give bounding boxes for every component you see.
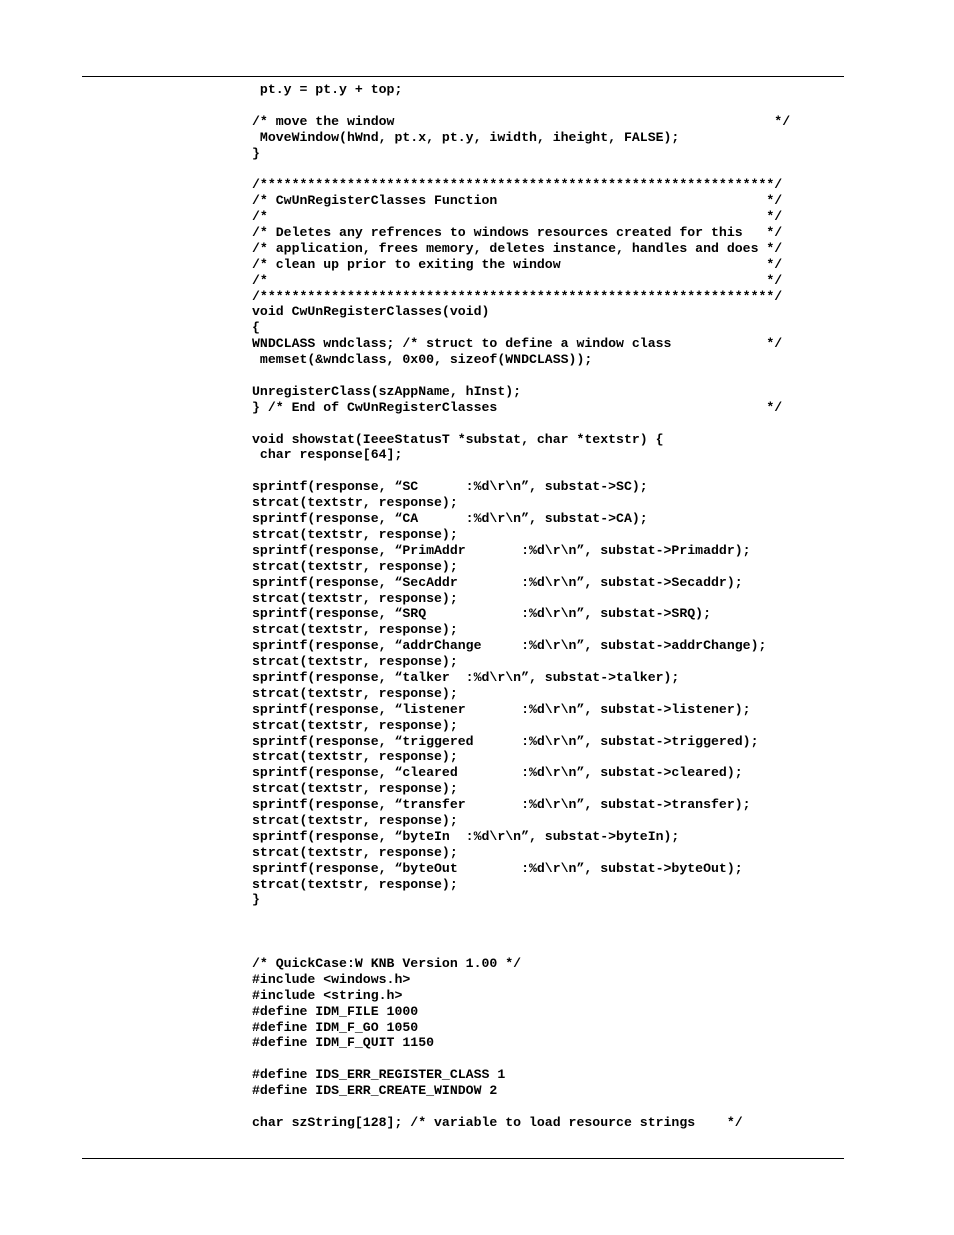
code-listing (252, 82, 790, 1131)
code-line (252, 161, 790, 177)
code-line: sprintf(response, “SecAddr :%d\r\n”, substat->Secaddr); (252, 574, 743, 590)
code-line (252, 98, 790, 114)
code-line: pt.y = pt.y + top; (252, 82, 403, 97)
code-line: strcat(textstr, response); (252, 781, 458, 797)
code-line: /* application, frees memory, deletes instance, handles and does */ (252, 240, 783, 256)
code-line: UnregisterClass(szAppName, hInst); (252, 383, 522, 399)
code-line: strcat(textstr, response); (252, 717, 458, 733)
code-line: strcat(textstr, response); (252, 526, 458, 542)
code-line (252, 368, 790, 384)
code-line: sprintf(response, “cleared :%d\r\n”, substat->cleared); (252, 765, 743, 781)
code-line: strcat(textstr, response); (252, 749, 458, 765)
code-line: /* move the window */ (252, 113, 791, 129)
code-line: } (252, 145, 260, 161)
code-line: strcat(textstr, response); (252, 590, 458, 606)
code-line: strcat(textstr, response); (252, 654, 458, 670)
code-line: sprintf(response, “listener :%d\r\n”, substat->listener); (252, 701, 751, 717)
code-line: sprintf(response, “talker :%d\r\n”, substat->talker); (252, 669, 680, 685)
code-line: strcat(textstr, response); (252, 812, 458, 828)
code-line: sprintf(response, “byteIn :%d\r\n”, substat->byteIn); (252, 828, 680, 844)
code-line: sprintf(response, “CA :%d\r\n”, substat->CA); (252, 511, 648, 527)
code-line: strcat(textstr, response); (252, 622, 458, 638)
code-line: #define IDS_ERR_CREATE_WINDOW 2 (252, 1083, 498, 1099)
code-line: char szString[128]; /* variable to load resource strings */ (252, 1114, 743, 1130)
code-line: memset(&wndclass, 0x00, sizeof(WNDCLASS)); (252, 352, 593, 368)
code-line: /*****************************************************************/ (252, 288, 783, 304)
code-line: sprintf(response, “SC :%d\r\n”, substat->SC); (252, 479, 648, 495)
header-rule (82, 76, 844, 77)
code-line: strcat(textstr, response); (252, 685, 458, 701)
code-line: sprintf(response, “triggered :%d\r\n”, substat->triggered); (252, 733, 759, 749)
code-line: strcat(textstr, response); (252, 844, 458, 860)
code-line: void showstat(IeeeStatusT *substat, char *textstr) { (252, 431, 664, 447)
code-line (252, 1051, 790, 1067)
code-line (252, 463, 790, 479)
code-line: sprintf(response, “byteOut :%d\r\n”, substat->byteOut); (252, 860, 743, 876)
code-line: sprintf(response, “addrChange :%d\r\n”, substat->addrChange); (252, 638, 767, 654)
code-line: #include <windows.h> (252, 971, 411, 987)
code-line: /* QuickCase:W KNB Version 1.00 */ (252, 955, 522, 971)
code-line: char response[64]; (252, 447, 403, 463)
code-line: sprintf(response, “SRQ :%d\r\n”, substat->SRQ); (252, 606, 711, 622)
code-line: /* clean up prior to exiting the window */ (252, 256, 783, 272)
code-line (252, 924, 790, 940)
code-line (252, 416, 790, 432)
code-line: strcat(textstr, response); (252, 876, 458, 892)
code-line (252, 1099, 790, 1115)
code-line: } (252, 892, 260, 908)
code-line: /* Deletes any refrences to windows resources created for this */ (252, 225, 783, 241)
code-line: void CwUnRegisterClasses(void) (252, 304, 490, 320)
code-line: #define IDS_ERR_REGISTER_CLASS 1 (252, 1067, 506, 1083)
code-line: { (252, 320, 260, 336)
code-line: /* */ (252, 209, 783, 225)
code-line: } /* End of CwUnRegisterClasses */ (252, 399, 783, 415)
code-line (252, 908, 790, 924)
code-line: strcat(textstr, response); (252, 558, 458, 574)
footer-rule (82, 1158, 844, 1159)
code-line: strcat(textstr, response); (252, 495, 458, 511)
code-line: WNDCLASS wndclass; /* struct to define a window class */ (252, 336, 783, 352)
code-line: /* */ (252, 272, 783, 288)
code-line: sprintf(response, “PrimAddr :%d\r\n”, substat->Primaddr); (252, 542, 751, 558)
code-line: MoveWindow(hWnd, pt.x, pt.y, iwidth, iheight, FALSE); (252, 129, 680, 145)
code-line: /*****************************************************************/ (252, 177, 783, 193)
code-line: sprintf(response, “transfer :%d\r\n”, substat->transfer); (252, 797, 751, 813)
code-line (252, 940, 790, 956)
code-line: /* CwUnRegisterClasses Function */ (252, 193, 783, 209)
code-line: #define IDM_FILE 1000 (252, 1003, 419, 1019)
code-line: #define IDM_F_QUIT 1150 (252, 1035, 435, 1051)
code-line: #define IDM_F_GO 1050 (252, 1019, 419, 1035)
code-line: #include <string.h> (252, 987, 403, 1003)
